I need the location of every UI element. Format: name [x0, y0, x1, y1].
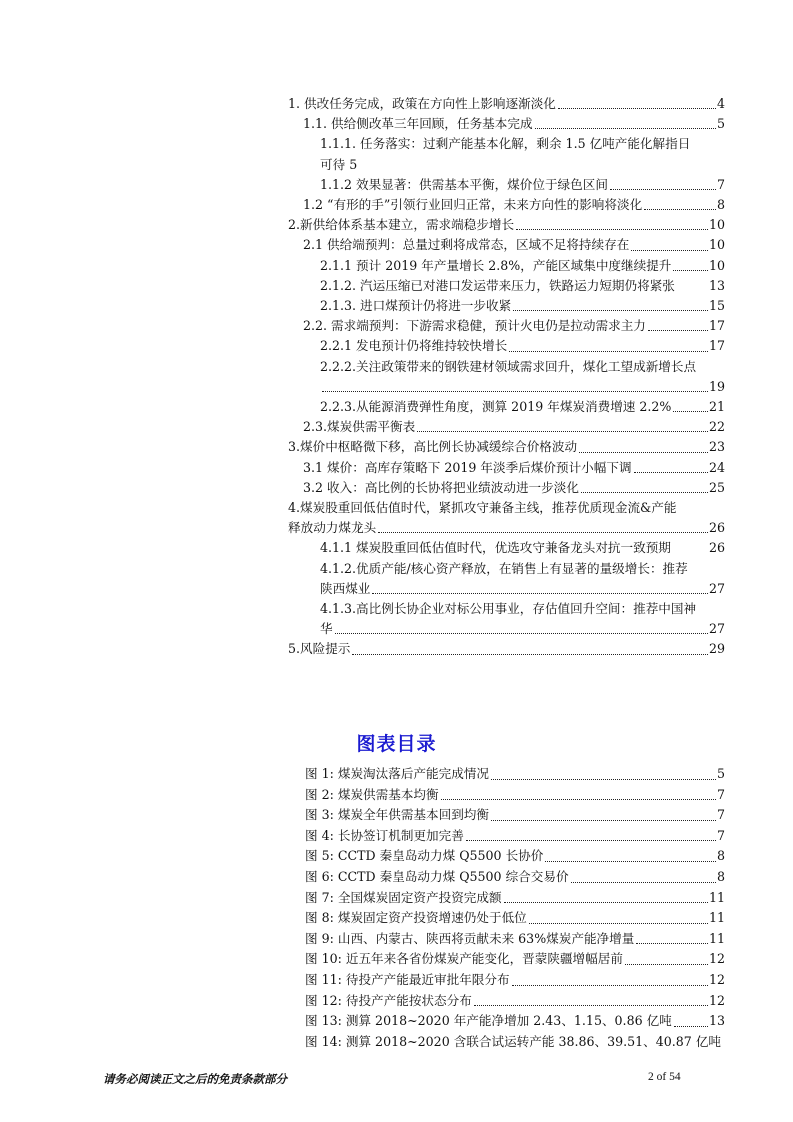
toc-dot-leader — [417, 431, 708, 432]
toc-entry-label: 2.1 供给端预判：总量过剩将成常态，区域不足将持续存在 — [303, 237, 630, 253]
toc-page-number: 21 — [708, 399, 725, 415]
toc-dot-leader — [673, 411, 708, 412]
toc-entry-row — [288, 579, 725, 599]
toc-page-number: 23 — [708, 439, 725, 455]
toc-entry-label: 2.1.2. 汽运压缩已对港口发运带来压力，铁路运力短期仍将紧张 — [320, 277, 675, 293]
figure-dot-leader — [491, 820, 716, 821]
toc-entry-label: 3.1 煤价：高库存策略下 2019 年淡季后煤价预计小幅下调 — [303, 459, 632, 475]
figure-page-number: 8 — [716, 848, 725, 864]
toc-dot-leader — [322, 391, 708, 392]
figure-entry[interactable] — [305, 908, 725, 929]
toc-entry[interactable] — [288, 296, 725, 316]
toc-dot-leader — [378, 532, 708, 533]
toc-dot-leader — [644, 209, 716, 210]
toc-page-number: 7 — [716, 176, 725, 192]
figure-entry[interactable] — [305, 1032, 725, 1053]
figure-entry[interactable] — [305, 1011, 725, 1032]
toc-entry-row — [288, 458, 725, 478]
figure-entry-label: 图 7: 全国煤炭固定资产投资完成额 — [305, 889, 502, 905]
toc-entry-label: 2.1.1 预计 2019 年产量增长 2.8%，产能区域集中度继续提升 — [320, 257, 672, 273]
toc-entry-label: 4.1.2.优质产能/核心资产释放，在销售上有显著的量级增长：推荐 — [320, 560, 688, 576]
figure-entry[interactable] — [305, 929, 725, 950]
figure-dot-leader — [474, 1005, 708, 1006]
toc-entry-label: 2.1.3. 进口煤预计仍将进一步收紧 — [320, 298, 512, 314]
toc-entry-label: 1.1. 供给侧改革三年回顾，任务基本完成 — [303, 116, 533, 132]
toc-page-number: 29 — [708, 641, 725, 657]
toc-page-number: 15 — [708, 298, 725, 314]
toc-page-number: 8 — [716, 197, 725, 213]
figures-title: 图表目录 — [356, 733, 437, 755]
figure-list — [305, 764, 725, 1052]
toc-entry-label: 1. 供改任务完成，政策在方向性上影响逐渐淡化 — [288, 96, 556, 111]
figure-entry[interactable] — [305, 970, 725, 991]
toc-entry-label: 3.煤价中枢略微下移，高比例长协减缓综合价格波动 — [288, 439, 578, 455]
toc-entry-row — [288, 195, 725, 215]
toc-entry-row — [288, 235, 725, 255]
toc-page-number: 27 — [708, 621, 725, 637]
toc-entry[interactable] — [288, 397, 725, 417]
footer-disclaimer: 请务必阅读正文之后的免责条款部分 — [103, 1072, 287, 1086]
toc-entry[interactable] — [288, 114, 725, 134]
toc-entry-row — [288, 94, 725, 114]
figure-entry-label: 图 4: 长协签订机制更加完善 — [305, 827, 464, 843]
toc-page-number: 17 — [708, 318, 725, 334]
toc-entry-label: 5.风险提示 — [288, 641, 351, 657]
toc-dot-leader — [535, 128, 716, 129]
toc-entry[interactable] — [288, 639, 725, 659]
toc-entry-row — [288, 215, 725, 235]
toc-entry-row — [288, 417, 725, 437]
toc-entry[interactable] — [288, 357, 725, 397]
toc-dot-leader — [631, 250, 708, 251]
toc-dot-leader — [558, 108, 716, 109]
figure-entry-label: 图 11: 待投产产能最近审批年限分布 — [305, 971, 510, 987]
toc-entry-row — [288, 639, 725, 659]
toc-entry-row — [288, 619, 725, 639]
figure-page-number: 7 — [716, 807, 725, 823]
toc-page-number: 22 — [708, 419, 725, 435]
toc-entry-row — [288, 256, 725, 276]
toc-entry-row — [288, 377, 725, 397]
toc-entry-label: 1.2 “有形的手”引领行业回归正常，未来方向性的影响将淡化 — [303, 197, 643, 213]
figure-entry-label: 图 13: 测算 2018~2020 年产能净增加 2.43、1.15、0.86 亿吨 — [305, 1013, 672, 1029]
toc-page-number: 10 — [708, 257, 725, 273]
figure-entry-label: 图 9: 山西、内蒙古、陕西将贡献未来 63%煤炭产能净增量 — [305, 930, 635, 946]
figure-entry-label: 图 2: 煤炭供需基本均衡 — [305, 786, 439, 802]
figure-entry-label: 图 10: 近五年来各省份煤炭产能变化，晋蒙陕疆增幅居前 — [305, 951, 623, 967]
toc-entry-row — [288, 538, 725, 558]
figure-entry-label: 图 1: 煤炭淘汰落后产能完成情况 — [305, 766, 489, 781]
toc-entry[interactable] — [288, 478, 725, 498]
toc-entry[interactable] — [288, 215, 725, 235]
table-of-contents — [288, 94, 725, 660]
toc-dot-leader — [581, 492, 708, 493]
toc-entry-label: 陕西煤业 — [320, 580, 371, 596]
toc-entry[interactable] — [288, 256, 725, 276]
toc-page-number: 24 — [708, 459, 725, 475]
figure-entry[interactable] — [305, 764, 725, 785]
figure-entry-label: 图 3: 煤炭全年供需基本回到均衡 — [305, 807, 489, 823]
toc-dot-leader — [648, 330, 708, 331]
figure-dot-leader — [504, 902, 708, 903]
toc-page-number: 25 — [708, 479, 725, 495]
figure-entry-label: 图 6: CCTD 秦皇岛动力煤 Q5500 综合交易价 — [305, 868, 569, 884]
toc-page-number: 4 — [716, 96, 725, 111]
toc-entry-label: 2.新供给体系基本建立，需求端稳步增长 — [288, 217, 515, 233]
figure-page-number: 12 — [708, 992, 725, 1008]
toc-dot-leader — [372, 593, 708, 594]
toc-page-number: 26 — [708, 520, 725, 536]
toc-entry[interactable] — [288, 538, 725, 558]
toc-entry-row — [288, 336, 725, 356]
figure-page-number: 12 — [708, 951, 725, 967]
toc-entry-label: 释放动力煤龙头 — [288, 520, 377, 536]
toc-entry[interactable] — [288, 417, 725, 437]
figure-dot-leader — [571, 882, 716, 883]
toc-entry-label: 4.1.3.高比例长协企业对标公用事业，存估值回升空间：推荐中国神 — [320, 601, 697, 617]
toc-dot-leader — [634, 472, 708, 473]
figure-entry-label: 图 8: 煤炭固定资产投资增速仍处于低位 — [305, 910, 527, 926]
toc-page-number: 26 — [708, 540, 725, 556]
figure-entry[interactable] — [305, 888, 725, 909]
figure-dot-leader — [674, 1026, 708, 1027]
figure-entry[interactable] — [305, 826, 725, 847]
figure-page-number: 11 — [708, 889, 725, 905]
toc-page-number: 19 — [708, 378, 725, 394]
toc-entry-label: 2.2.2.关注政策带来的钢铁建材领域需求回升，煤化工望成新增长点 — [320, 358, 697, 374]
toc-entry-label: 2.3.煤炭供需平衡表 — [303, 419, 416, 435]
figure-page-number: 11 — [708, 910, 725, 926]
toc-entry[interactable] — [288, 336, 725, 356]
toc-entry-label: 2.2.1 发电预计仍将维持较快增长 — [320, 338, 508, 354]
figure-entry[interactable] — [305, 867, 725, 888]
figure-entry[interactable] — [305, 991, 725, 1012]
toc-entry[interactable] — [288, 458, 725, 478]
figure-entry[interactable] — [305, 846, 725, 867]
figure-page-number: 7 — [716, 786, 725, 802]
figure-dot-leader — [529, 923, 708, 924]
toc-entry-row — [288, 518, 725, 538]
toc-entry-label: 2.2.3.从能源消费弹性角度，测算 2019 年煤炭消费增速 2.2% — [320, 399, 672, 415]
toc-dot-leader — [610, 189, 716, 190]
figure-page-number: 8 — [716, 868, 725, 884]
toc-dot-leader — [673, 270, 708, 271]
figure-dot-leader — [512, 985, 708, 986]
toc-entry-label: 可待 5 — [320, 156, 358, 172]
toc-entry[interactable] — [288, 134, 725, 174]
toc-entry-label: 华 — [320, 621, 333, 637]
toc-entry[interactable] — [288, 437, 725, 457]
toc-entry-label: 1.1.2 效果显著：供需基本平衡，煤价位于绿色区间 — [320, 176, 608, 192]
figure-entry[interactable] — [305, 785, 725, 806]
toc-page-number: 27 — [708, 580, 725, 596]
toc-entry[interactable] — [288, 175, 725, 195]
toc-entry[interactable] — [288, 559, 725, 599]
figure-dot-leader — [491, 779, 716, 780]
toc-page-number: 10 — [708, 217, 725, 233]
figure-dot-leader — [625, 964, 708, 965]
figure-page-number: 11 — [708, 930, 725, 946]
toc-entry-row — [288, 296, 725, 316]
figure-page-number: 13 — [708, 1013, 725, 1029]
toc-page-number: 10 — [708, 237, 725, 253]
toc-entry-row — [288, 276, 725, 296]
toc-entry[interactable] — [288, 498, 725, 538]
toc-entry[interactable] — [288, 235, 725, 255]
toc-entry[interactable] — [288, 276, 725, 296]
toc-dot-leader — [509, 351, 708, 352]
toc-entry-row — [288, 397, 725, 417]
figure-entry[interactable] — [305, 805, 725, 826]
toc-dot-leader — [516, 229, 708, 230]
toc-entry-row — [288, 316, 725, 336]
toc-entry-label: 1.1.1. 任务落实：过剩产能基本化解，剩余 1.5 亿吨产能化解指日 — [320, 136, 691, 152]
figure-entry[interactable] — [305, 949, 725, 970]
toc-entry-row — [288, 437, 725, 457]
toc-dot-leader — [513, 310, 708, 311]
figure-dot-leader — [545, 861, 716, 862]
figure-entry-label: 图 5: CCTD 秦皇岛动力煤 Q5500 长协价 — [305, 848, 544, 864]
figure-dot-leader — [636, 943, 708, 944]
toc-entry[interactable] — [288, 94, 725, 114]
toc-page-number: 5 — [716, 116, 725, 132]
toc-dot-leader — [335, 633, 708, 634]
toc-page-number: 17 — [708, 338, 725, 354]
toc-entry-row — [288, 478, 725, 498]
figure-entry-label: 图 12: 待投产产能按状态分布 — [305, 992, 472, 1008]
toc-entry-label: 3.2 收入：高比例的长协将把业绩波动进一步淡化 — [303, 479, 579, 495]
toc-entry-label: 4.1.1 煤炭股重回低估值时代，优选攻守兼备龙头对抗一致预期 — [320, 540, 671, 556]
figure-dot-leader — [466, 840, 716, 841]
toc-dot-leader — [352, 654, 708, 655]
toc-page-number: 13 — [708, 277, 725, 293]
figure-page-number: 12 — [708, 971, 725, 987]
figure-page-number: 7 — [716, 827, 725, 843]
toc-entry-row — [288, 175, 725, 195]
toc-entry[interactable] — [288, 599, 725, 639]
toc-entry[interactable] — [288, 316, 725, 336]
footer-page-info: 2 of 54 — [648, 1071, 681, 1083]
figure-dot-leader — [441, 799, 716, 800]
toc-dot-leader — [579, 452, 708, 453]
figure-entry-label: 图 14: 测算 2018~2020 含联合试运转产能 38.86、39.51、40.87 亿吨 — [305, 1033, 722, 1049]
figure-page-number: 5 — [716, 766, 725, 781]
toc-entry-label: 4.煤炭股重回低估值时代，紧抓攻守兼备主线，推荐优质现金流&产能 — [288, 500, 677, 516]
toc-entry-label: 2.2. 需求端预判：下游需求稳健，预计火电仍是拉动需求主力 — [303, 318, 646, 334]
toc-entry[interactable] — [288, 195, 725, 215]
toc-entry-row — [288, 114, 725, 134]
